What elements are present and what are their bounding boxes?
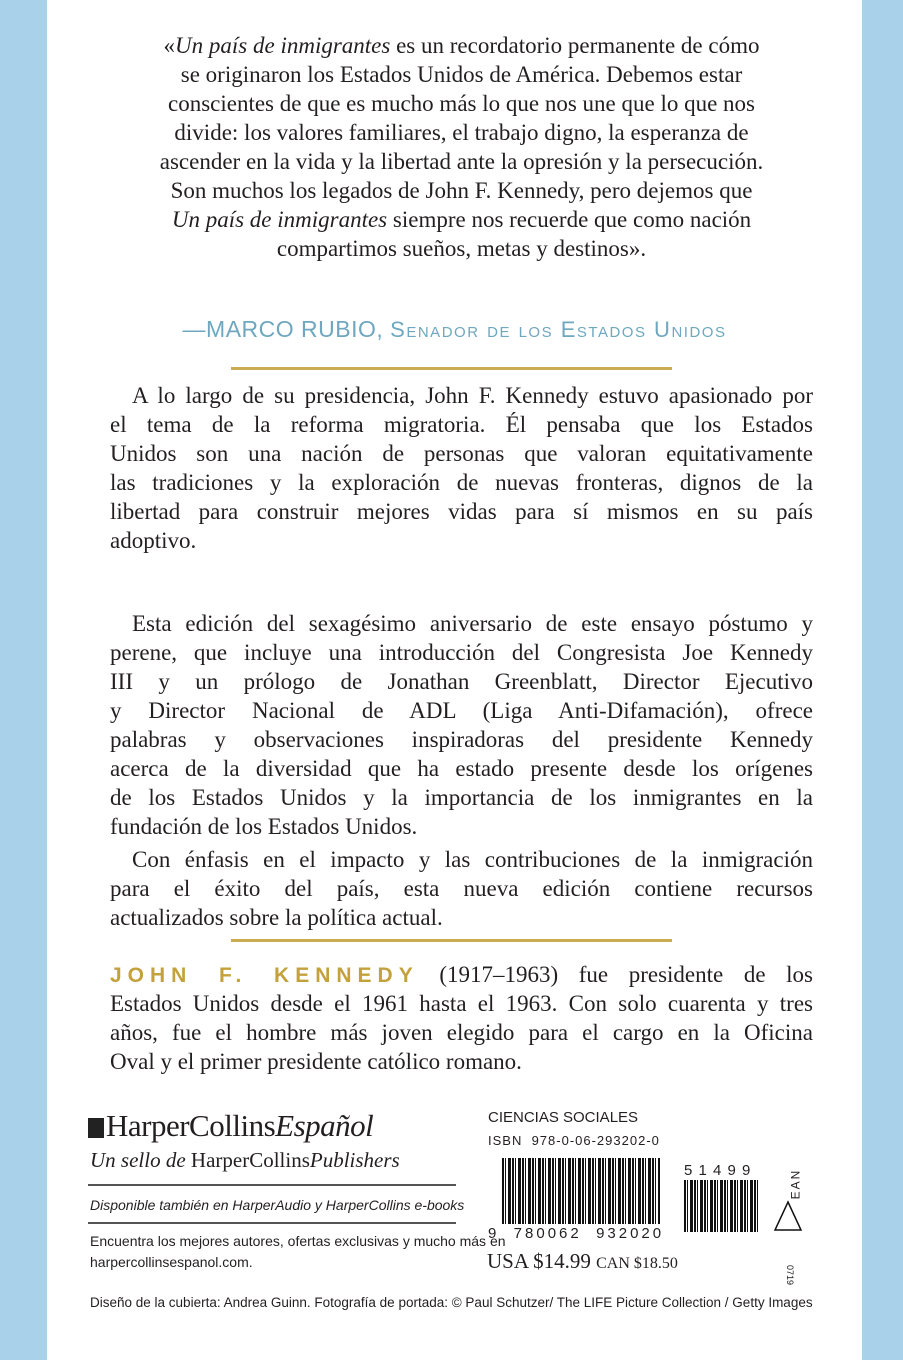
description-paragraph-1 <box>110 381 813 555</box>
quote-line: ascender en la vida y la libertad ante la opresión y la persecución. <box>159 149 764 174</box>
bio-line <box>110 960 813 989</box>
paragraph-line: para el éxito del país, esta nueva edición contiene recursos <box>110 876 813 901</box>
category-label: CIENCIAS SOCIALES <box>488 1109 639 1126</box>
paragraph-line: Con énfasis en el impacto y las contribuciones de la inmigración <box>132 847 813 872</box>
author-name: JOHN F. KENNEDY <box>110 964 419 987</box>
attribution-title: Senador de los Estados Unidos <box>390 317 727 342</box>
paragraph-line: A lo largo de su presidencia, John F. Kennedy estuvo apasionado por <box>132 383 813 408</box>
addon-barcode <box>684 1180 760 1232</box>
paragraph-line: Esta edición del sexagésimo aniversario de este ensayo póstumo y <box>132 611 813 636</box>
gold-divider <box>231 367 672 370</box>
bio-text: (1917–1963) fue presidente de los <box>418 962 813 987</box>
paragraph-line: palabras y observaciones inspiradoras del presidente Kennedy <box>110 727 813 752</box>
quote-text: es un recordatorio permanente de cómo <box>390 33 760 58</box>
author-bio <box>110 960 813 1076</box>
quote-line: conscientes de que es mucho más lo que nos une que lo que nos <box>167 91 755 116</box>
ean-label: EAN <box>788 1168 803 1200</box>
quote-line: Son muchos los legados de John F. Kennedy, pero dejemos que <box>170 178 753 203</box>
paragraph-line: III y un prólogo de Jonathan Greenblatt, Director Ejecutivo <box>110 669 813 694</box>
gold-divider <box>231 939 672 942</box>
logo-text: HarperCollins <box>106 1108 276 1143</box>
logo-italic: Español <box>275 1108 374 1143</box>
quote-text: siempre nos recuerde que como nación <box>387 207 752 232</box>
barcode <box>502 1158 660 1224</box>
imprint-name: HarperCollins <box>190 1148 310 1172</box>
triangle-icon <box>773 1200 803 1232</box>
isbn: ISBN 978-0-06-293202-0 <box>488 1133 660 1148</box>
paragraph-line: perene, que incluye una introducción del Congresista Joe Kennedy <box>110 640 813 665</box>
quote-line: se originaron los Estados Unidos de América. Debemos estar <box>180 62 743 87</box>
barcode-digits: 9 780062 932020 <box>488 1225 665 1242</box>
availability-note: Disponible también en HarperAudio y HarperCollins e-books <box>90 1197 465 1213</box>
paragraph-line: adoptivo. <box>110 528 197 553</box>
quote-line <box>110 205 813 234</box>
description-paragraph-3 <box>110 845 813 932</box>
addon-digits: 5 1 4 9 9 <box>684 1162 752 1179</box>
paragraph-line: libertad para construir mejores vidas para sí mismos en su país <box>110 499 813 524</box>
endorsement-quote <box>110 31 813 263</box>
imprint-pre: Un sello de <box>90 1148 186 1172</box>
divider <box>88 1222 456 1224</box>
quote-attribution <box>47 316 862 343</box>
paragraph-line: actualizados sobre la política actual. <box>110 905 443 930</box>
quote-line: compartimos sueños, metas y destinos». <box>276 236 647 261</box>
quote-title: Un país de inmigrantes <box>175 33 391 58</box>
paragraph-line: y Director Nacional de ADL (Liga Anti-Difamación), ofrece <box>110 698 813 723</box>
paragraph-line: acerca de la diversidad que ha estado presente desde los orígenes <box>110 756 813 781</box>
promo-url[interactable]: harpercollinsespanol.com. <box>90 1254 253 1270</box>
bio-line: Oval y el primer presidente católico romano. <box>110 1049 522 1074</box>
quote-open: « <box>163 33 176 58</box>
paragraph-line: las tradiciones y la exploración de nuevas fronteras, dignos de la <box>110 470 813 495</box>
bio-line: Estados Unidos desde el 1961 hasta el 1963. Con solo cuarenta y tres <box>110 991 813 1016</box>
flame-icon <box>88 1118 104 1138</box>
description-paragraph-2 <box>110 609 813 841</box>
imprint-line <box>90 1148 400 1173</box>
quote-title: Un país de inmigrantes <box>171 207 388 232</box>
promo-text: Encuentra los mejores autores, ofertas exclusivas y mucho más en <box>90 1233 506 1249</box>
paragraph-line: fundación de los Estados Unidos. <box>110 814 418 839</box>
cover-credits: Diseño de la cubierta: Andrea Guinn. Fotografía de portada: © Paul Schutzer/ The LIFE Picture Collection / Getty Images <box>90 1295 813 1310</box>
print-code: 0719 <box>785 1264 796 1286</box>
quote-line: divide: los valores familiares, el trabajo digno, la esperanza de <box>174 120 749 145</box>
paragraph-line: el tema de la reforma migratoria. Él pensaba que los Estados <box>110 412 813 437</box>
publisher-logo <box>88 1108 373 1144</box>
attribution-name: —MARCO RUBIO, <box>182 316 384 342</box>
paragraph-line: de los Estados Unidos y la importancia de los inmigrantes en la <box>110 785 813 810</box>
imprint-italic: Publishers <box>309 1148 400 1172</box>
price-can: CAN $18.50 <box>596 1255 678 1272</box>
quote-line <box>110 31 813 60</box>
bio-line: años, fue el hombre más joven elegido para el cargo en la Oficina <box>110 1020 813 1045</box>
paragraph-line: Unidos son una nación de personas que valoran equitativamente <box>110 441 813 466</box>
price-usa: USA $14.99 <box>487 1249 591 1273</box>
price <box>487 1249 678 1274</box>
divider <box>88 1184 456 1186</box>
